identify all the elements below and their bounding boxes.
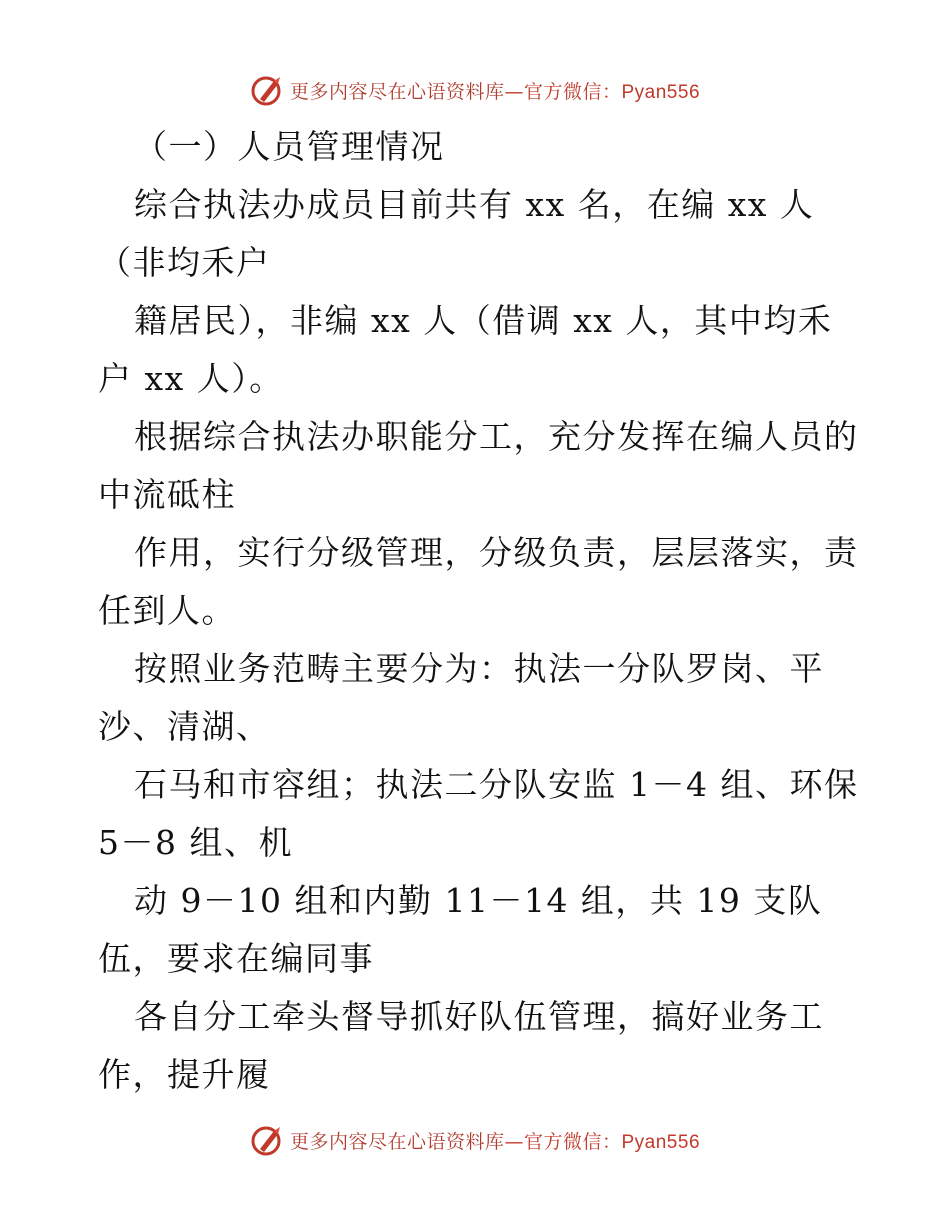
body-line: 作用，实行分级管理，分级负责，层层落实，责 (134, 533, 859, 572)
body-line: 石马和市容组；执法二分队安监 1－4 组、环保 (134, 765, 859, 804)
header-separator: — (504, 80, 524, 103)
footer-watermark-text (290, 1127, 700, 1154)
document-body (98, 118, 858, 1104)
body-line: 动 9－10 组和内勤 11－14 组，共 19 支队 (134, 881, 823, 920)
footer-watermark (0, 1120, 950, 1160)
body-line: 中流砥柱 (98, 475, 236, 514)
footer-contact-id: Pyan556 (621, 1131, 701, 1153)
header-contact-label: 官方微信： (523, 80, 622, 103)
section-heading: （一）人员管理情况 (134, 127, 445, 166)
body-line: 伍，要求在编同事 (98, 939, 374, 978)
footer-contact-label: 官方微信： (523, 1130, 622, 1153)
header-watermark (0, 70, 950, 110)
body-line: 根据综合执法办职能分工，充分发挥在编人员的 (134, 417, 859, 456)
body-line: （非均禾户 (98, 243, 271, 282)
footer-slogan: 更多内容尽在心语资料库 (289, 1130, 505, 1153)
header-slogan: 更多内容尽在心语资料库 (289, 80, 505, 103)
body-line: 各自分工牵头督导抓好队伍管理，搞好业务工 (134, 997, 824, 1036)
body-line: 5－8 组、机 (98, 823, 293, 862)
pen-logo-icon (250, 1123, 284, 1157)
footer-separator: — (504, 1130, 524, 1153)
body-line: 户 xx 人）。 (98, 359, 284, 398)
body-line: 按照业务范畴主要分为：执法一分队罗岗、平 (134, 649, 824, 688)
body-line: 综合执法办成员目前共有 xx 名，在编 xx 人 (134, 185, 815, 224)
pen-logo-icon (250, 73, 284, 107)
body-line: 作，提升履 (98, 1055, 271, 1094)
body-line: 沙、清湖、 (98, 707, 271, 746)
body-line: 任到人。 (98, 591, 236, 630)
body-line: 籍居民），非编 xx 人（借调 xx 人，其中均禾 (134, 301, 833, 340)
header-contact-id: Pyan556 (621, 81, 701, 103)
header-watermark-text (290, 77, 700, 104)
